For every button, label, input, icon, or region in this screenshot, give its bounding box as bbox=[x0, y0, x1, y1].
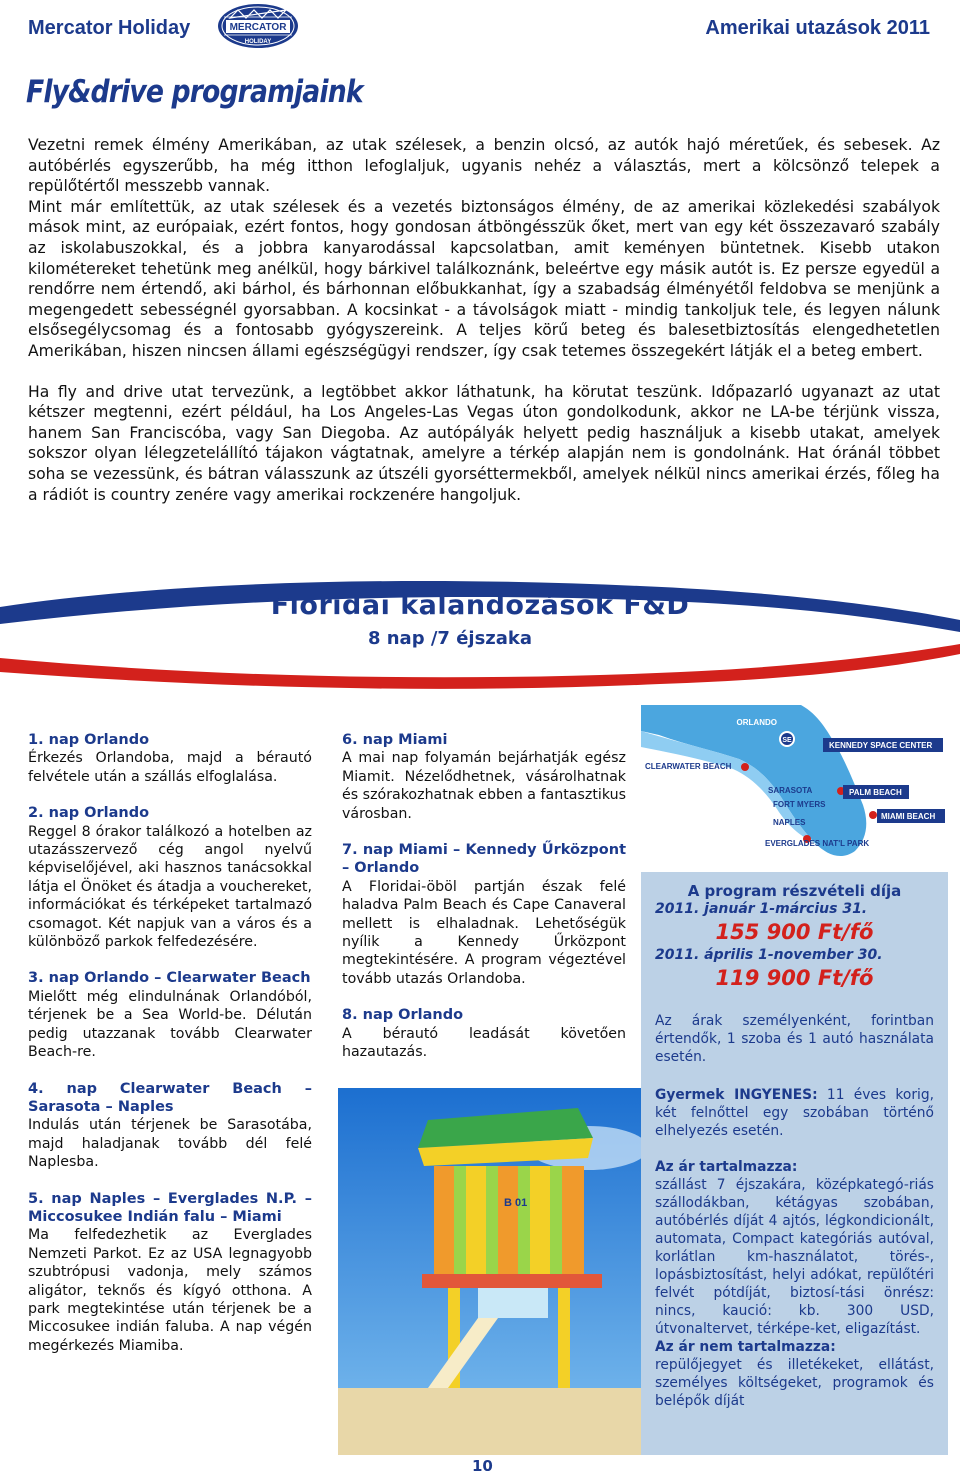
beach-lifeguard-tower-photo bbox=[338, 1088, 641, 1455]
itinerary-day bbox=[342, 1006, 626, 1061]
map-label-sarasota: SARASOTA bbox=[768, 786, 813, 795]
day-text: A bérautó leadását követően hazautazás. bbox=[342, 1025, 626, 1061]
included-text: szállást 7 éjszakára, középkategó-riás szállodákban, kétágyas szobában, autóbérlés díját 4 ajtós, légkondicionált, automata, Compact kategóriás autóval, korlátlan km-használatot, törés-, lopásbiztosítást, helyi adókat, repülőtéri felvét pótdíját, biztosí-tási önrész: nincs, kaució: kb. 300 USD, útvonaltervet, térképe-ket, eligazítást. bbox=[655, 1177, 934, 1337]
day-title: 7. nap Miami – Kennedy Űrközpont – Orlando bbox=[342, 842, 626, 877]
day-title: 3. nap Orlando – Clearwater Beach bbox=[28, 970, 311, 987]
program-duration: 8 nap /7 éjszaka bbox=[367, 628, 533, 649]
intro-paragraph: Mint már említettük, az utak szélesek és a vezetés biztonságos élmény, de az amerikai közlekedési szabályok mások mint, az európaiak, ezért fontos, hogy gondosan átböngésszük őket, mert van egy két összezavaró szabály az iskolabuszokkal, és a jobbra kanyarodással kapcsolatban, amit keményen büntetnek. Kisebb utakon kilométereket tehetünk meg anélkül, hogy bárkivel találkoznánk, beleértve egy másik autót is. Ez persze egyedül a rendőrre nem értendő, aki bárhol, és bárhonnan előbukkanhat, így a szabadság élményétől feldobva se menjünk a megengedett sebességnél gyorsabban. A kocsinkat - a távolságok miatt - mindig tankoljuk tele, és legyen nálunk elsősegélycsomag és a fontosabb gyógyszereink. A teljes körű beteg és balesetbiztosítás elengedhetetlen Amerikában, hiszen nincsen állami egészségügyi rendszer, így csak tetemes összegekért látják el a beteg embert. bbox=[28, 197, 940, 360]
day-text: Ma felfedezhetik az Everglades Nemzeti Parkot. Ez az USA legnagyobb szubtrópusi vadonja, mely számos aligátor, teknős és kígyó otthona. A park megtekintése után térjenek be a Miccosukee indián faluba. A nap végén megérkezés Miamiba. bbox=[28, 1227, 312, 1354]
day-text: Indulás után térjenek be Sarasotába, majd haladjanak tovább dél felé Naplesba. bbox=[28, 1117, 312, 1171]
price-heading: A program részvételi díja bbox=[687, 882, 902, 900]
day-title: 5. nap Naples – Everglades N.P. – Miccosukee Indián falu – Miami bbox=[28, 1190, 312, 1225]
day-text: Mielőtt még elindulnának Orlandóból, térjenek be a Sea World-be. Délután pedig utazzanak tovább Clearwater Beach-re. bbox=[28, 988, 312, 1061]
intro-paragraph: Vezetni remek élmény Amerikában, az utak szélesek, a benzin olcsó, az autók hajó méretűek, és sebesek. Az autóbérlés egyszerűbb, ha még itthon lefoglaljuk, ugyanis nehéz a választás, mert a kölcsönző telepek a repülőtértől messzebb vannak. bbox=[28, 136, 940, 196]
itinerary-day bbox=[28, 804, 312, 951]
page-title: Fly&drive programjaink bbox=[26, 74, 363, 110]
day-title: 8. nap Orlando bbox=[342, 1007, 464, 1024]
child-discount bbox=[655, 1086, 934, 1140]
map-label-orlando: ORLANDO bbox=[736, 718, 777, 727]
logo-wordmark: MERCATOR bbox=[229, 22, 287, 33]
intro-text bbox=[28, 135, 940, 505]
itinerary-day bbox=[28, 1190, 312, 1356]
intro-paragraph: Ha fly and drive utat tervezünk, a legtöbbet akkor láthatunk, ha körutat teszünk. Időpazarló ugyanazt az utat kétszer megtenni, ezért például, ha Los Angeles-Las Vegas úton gondolkodunk, akkor ne LA-be térjünk vissza, hanem San Franciscóba, vagy San Diegoba. Az autópályák helyett pedig használjuk a kisebb utakat, amelyek sokszor olyan lélegzetelállító tájakon vágtatnak, amelyre a térkép alapján nem is gondolnánk. Hat óránál többet soha se vezessünk, és bátran válasszunk az útszéli gyorséttermekből, amelyek nélkül nincs amerikai érzés, főleg ha a rádiót is country zenére vagy amerikai rockzenére hangoljuk. bbox=[28, 382, 940, 504]
itinerary-day bbox=[28, 969, 312, 1061]
day-title: 1. nap Orlando bbox=[28, 732, 150, 748]
itinerary-day bbox=[28, 1080, 312, 1172]
day-title: 2. nap Orlando bbox=[28, 805, 150, 822]
child-discount-text: 11 éves korig, két felnőttel egy szobában történő elhelyezés esetén. bbox=[655, 1087, 934, 1139]
excluded-label: Az ár nem tartalmazza: bbox=[655, 1339, 836, 1355]
price-period-2: 2011. április 1-november 30. bbox=[655, 947, 883, 963]
header-catalog-title: Amerikai utazások 2011 bbox=[705, 17, 930, 39]
included-label: Az ár tartalmazza: bbox=[655, 1159, 798, 1175]
price-period-1: 2011. január 1-március 31. bbox=[655, 901, 868, 917]
page-number: 10 bbox=[472, 1457, 493, 1475]
day-text: Érkezés Orlandoba, majd a bérautó felvétele után a szállás elfoglalása. bbox=[28, 750, 312, 785]
day-text: Reggel 8 órakor találkozó a hotelben az utazásszervező cég angol nyelvű képviselőjével, aki hasznos tanácsokkal látja el Önöket és átadja a vouchereket, információkat és térképeket tartalmazó csomagot. Két napjuk van a város és a különböző parkok felfedezésére. bbox=[28, 823, 312, 951]
map-label-palm-beach: PALM BEACH bbox=[849, 788, 902, 797]
tower-sign: B 01 bbox=[504, 1197, 528, 1209]
header-brand: Mercator Holiday bbox=[28, 17, 191, 39]
mercator-logo bbox=[216, 2, 300, 50]
itinerary-day bbox=[342, 841, 626, 988]
itinerary-column-1 bbox=[28, 731, 312, 1373]
map-label-clearwater: CLEARWATER BEACH bbox=[645, 762, 732, 771]
itinerary-day bbox=[28, 731, 312, 786]
price-value-1: 155 900 Ft/fő bbox=[715, 920, 874, 944]
day-text: A mai nap folyamán bejárhatják egész Miamit. Nézelődhetnek, vásárolhatnak és szórakozhatnak ebben a fantasztikus városban. bbox=[342, 750, 626, 822]
itinerary-day bbox=[342, 731, 626, 823]
day-title: 4. nap Clearwater Beach – Sarasota – Naples bbox=[28, 1080, 312, 1115]
itinerary-column-2 bbox=[342, 731, 626, 1080]
price-info-box bbox=[641, 872, 948, 1455]
logo-subtext: HOLIDAY bbox=[244, 39, 272, 45]
map-label-ksc: KENNEDY SPACE CENTER bbox=[829, 741, 933, 750]
map-label-naples: NAPLES bbox=[773, 818, 806, 827]
map-label-everglades: EVERGLADES NAT'L PARK bbox=[765, 839, 870, 848]
price-note: Az árak személyenként, forintban értendők, 1 szoba és 1 autó használata esetén. bbox=[655, 1013, 934, 1065]
florida-route-map bbox=[641, 705, 948, 865]
map-label-se: SE bbox=[782, 737, 792, 744]
day-text: A Floridai-öböl partján észak felé haladva Palm Beach és Cape Canaveral mellett is elhaladnak. Lehetőségük nyílik a Kennedy Űrközpont megtekintésére. A program végeztével tovább utazás Orlandoba. bbox=[342, 878, 626, 987]
child-discount-label: Gyermek INGYENES: bbox=[655, 1087, 818, 1103]
program-title: Floridai kalandozások F&D bbox=[270, 590, 690, 621]
day-title: 6. nap Miami bbox=[342, 732, 448, 748]
map-label-fort-myers: FORT MYERS bbox=[773, 800, 826, 809]
excluded-text: repülőjegyet és illetékeket, ellátást, személyes költségeket, programok és belépők díját bbox=[655, 1357, 934, 1409]
price-value-2: 119 900 Ft/fő bbox=[715, 966, 874, 990]
map-label-miami-beach: MIAMI BEACH bbox=[881, 812, 936, 821]
